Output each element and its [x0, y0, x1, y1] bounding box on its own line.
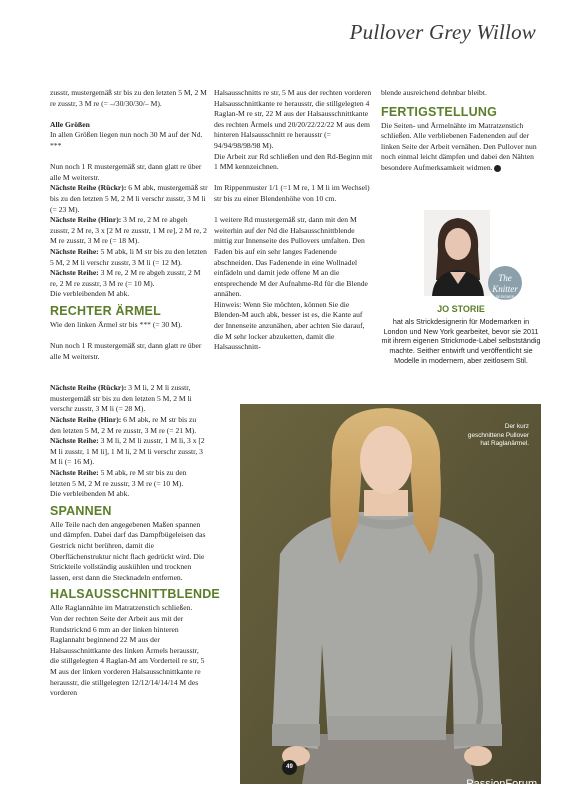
paragraph: Alle Teile nach den angegebenen Maßen spannen und dämpfen. Dabei darf das Dampfbügeleisen das Gestrick nicht berühren, damit die Oberflächenstruktur nicht flach gedrückt wird. Die Strickteile vollständig auskühlen und trocknen lassen, erst dann die Stecknadeln entfernen. [50, 519, 206, 582]
paragraph: zusstr, mustergemäß str bis zu den letzten 5 M, 2 M re zusstr, 3 M re (= –/30/30/30/– M). [50, 88, 207, 108]
photo-caption: Der kurz geschnittene Pullover hat Raglanärmel. [467, 423, 529, 448]
text-column-3 [381, 88, 539, 174]
row-text: 3 M re, 2 M re abgeh zusstr, 2 M re, 3 x [2 M re zusstr, 1 M re], 2 M re, 2 M re zusstr, 3 M re (= 18 M). [50, 215, 207, 246]
paragraph: Die verbleibenden M abk. [50, 489, 130, 499]
author-bio: hat als Strickdesignerin für Modemarken in London und New York gearbeitet, bevor sie 2011 mit ihrem eigenen Strickmode-Label selbstständig machte. Seither entwirft und veröffentlicht sie Modelle in modernem, aber zeitlosem Stil. [381, 316, 541, 365]
row-text: 6 M abk, re M str bis zu den letzten 5 M, 2 M re zusstr, 3 M re (= 21 M). [50, 415, 197, 435]
paragraph: Wie den linken Ärmel str bis *** (= 30 M). [50, 319, 183, 329]
the-knitter-badge [488, 266, 522, 303]
paragraph: Nun noch 1 R mustergemäß str, dann glatt re über alle M weiterstr. [50, 341, 202, 361]
paragraph-label: Alle Größen [50, 119, 90, 129]
paragraph: Hinweis: Wenn Sie möchten, können Sie die Blenden-M auch abk, besser ist es, die Kante auf der Innenseite anzunähen, aber achten Sie darauf, die M sehr locker abzuketten, damit die Halsausschnitt- [214, 299, 365, 352]
row-label: Nächste Reihe (Hinr): [50, 415, 122, 425]
paragraph: Alle Raglannähte im Matratzenstich schließen. [50, 603, 193, 613]
paragraph: In allen Größen liegen nun noch 30 M auf der Nd. *** [50, 130, 203, 150]
paragraph: Halsausschnitts re str, 5 M aus der rechten vorderen Halsausschnittkante re herausstr, die stillgelegten 4 Raglan-M re str, 22 M aus der Halsausschnittkante des rechten Ärmels und 20/20/22/22/22 M aus dem hinteren Halsausschnitt re herausstr (= 94/94/98/98/98 M). [214, 88, 372, 150]
paragraph: 1 weitere Rd mustergemäß str, dann mit den M weiterhin auf der Nd die Halsausschnittblende mittig zur Innenseite des Pullovers umfalten. Den Faden bis auf ein sehr langes Fadenende abschneiden. Das Fadenende in eine Wollnadel einfädeln und damit jede offene M an die entsprechende M der Aufnahme-Rd für die Blende annähen. [214, 215, 368, 299]
row-label: Nächste Reihe: [50, 268, 99, 278]
paragraph: Die Seiten- und Ärmelnähte im Matratzenstich schließen. Alle verbliebenen Fadenenden auf der linken Seite der Arbeit vernähen. Den Pullover nun noch einmal leicht dämpfen und dabei den Nähten besondere Aufmerksamkeit widmen. [381, 120, 537, 172]
text-column-1 [50, 88, 220, 699]
row-label: Nächste Reihe (Rückr): [50, 183, 127, 193]
model-photo-illustration [240, 404, 541, 784]
author-portrait-illustration [424, 210, 490, 296]
author-name: JO STORIE [437, 304, 485, 314]
paragraph: Von der rechten Seite der Arbeit aus mit der Rundstricknd 6 mm an der linken hinteren Raglannaht beginnend 22 M aus der Halsausschnittkante des linken Ärmels herausstr, die stillgelegten 4 Raglan-M am Vorderteil re str, 5 M aus der linken vorderen Halsausschnittkante re herausstr, die stillgelegten 12/12/14/14/14 M des vorderen [50, 613, 205, 698]
paragraph: Im Rippenmuster 1/1 (=1 M re, 1 M li im Wechsel) str bis zu einer Blendenhöhe von 10 cm. [214, 183, 370, 203]
model-photo [240, 404, 541, 784]
row-label: Nächste Reihe (Rückr): [50, 383, 127, 393]
row-text: 3 M li, 2 M li zusstr, 1 M li, 3 x [2 M li zusstr, 1 M li], 1 M li, 2 M li verschr zusstr, 3 M li (= 16 M). [50, 436, 205, 467]
section-heading-halsausschnittblende: HALSAUSSCHNITTBLENDE [50, 587, 220, 602]
page-title: Pullover Grey Willow [349, 20, 536, 44]
row-text: 3 M li, 2 M li zusstr, mustergemäß str bis zu den letzten 5 M, 2 M li verschr zusstr, 3 M li (= 28 M). [50, 383, 192, 414]
row-label: Nächste Reihe (Hinr): [50, 215, 122, 225]
paragraph: blende ausreichend dehnbar bleibt. [381, 88, 487, 97]
author-portrait [424, 210, 490, 296]
end-mark-icon [494, 165, 501, 172]
badge-title: The Knitter [492, 273, 518, 294]
row-text: 5 M abk, li M str bis zu den letzten 5 M, 2 M li verschr zusstr, 3 M li (= 12 M). [50, 246, 207, 267]
row-text: 5 M abk, re M str bis zu den letzten 5 M, 2 M re zusstr, 3 M re (= 10 M). [50, 468, 187, 488]
watermark: PassionForum.ru [466, 778, 550, 790]
paragraph: Die Arbeit zur Rd schließen und den Rd-Beginn mit 1 MM kennzeichnen. [214, 151, 373, 172]
section-heading-spannen: SPANNEN [50, 503, 112, 518]
section-heading-fertigstellung: FERTIGSTELLUNG [381, 104, 497, 119]
row-text: 6 M abk, mustergemäß str bis zu den letzten 5 M, 2 M li verschr zusstr, 3 M li (= 23 M). [50, 183, 208, 214]
section-heading-rechter-aermel: RECHTER ÄRMEL [50, 303, 161, 318]
paragraph: Nun noch 1 R mustergemäß str, dann glatt re über alle M weiterstr. [50, 162, 202, 182]
badge-subtitle: DESIGNER PORTRAIT [495, 295, 515, 303]
row-text: 3 M re, 2 M re abgeh zusstr, 2 M re, 2 M re zusstr, 3 M re (= 10 M). [50, 268, 201, 288]
page-number: 49 [282, 760, 297, 775]
text-column-2 [214, 88, 374, 353]
row-label: Nächste Reihe: [50, 436, 99, 446]
author-box [381, 305, 541, 366]
row-label: Nächste Reihe: [50, 468, 99, 477]
paragraph: Die verbleibenden M abk. [50, 289, 130, 299]
row-label: Nächste Reihe: [50, 246, 99, 256]
